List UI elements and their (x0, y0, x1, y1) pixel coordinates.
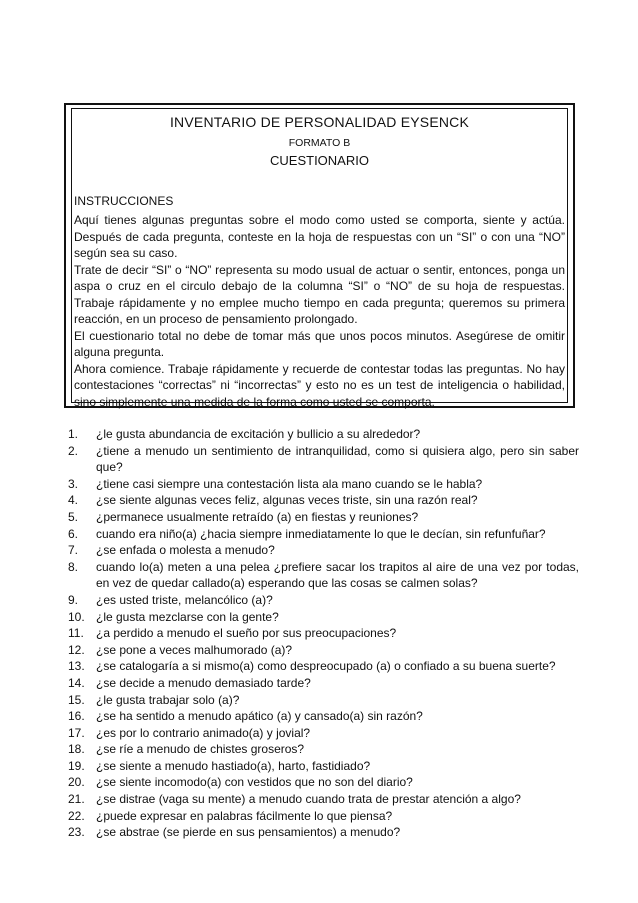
instructions-heading: INSTRUCCIONES (74, 194, 174, 208)
question-text: ¿tiene a menudo un sentimiento de intranquilidad, como si quisiera algo, pero sin saber que? (96, 443, 579, 475)
question-number: 11. (68, 626, 84, 641)
question-number: 10. (68, 609, 85, 624)
question-number: 9. (68, 592, 79, 607)
question-item (68, 791, 579, 808)
question-text: cuando lo(a) meten a una pelea ¿prefiere sacar los trapitos al aire de una vez por todas, en vez de quedar callado(a) esperando que las cosas se calmen solas? (96, 559, 579, 591)
question-item (68, 542, 579, 559)
question-text: ¿se ha sentido a menudo apático (a) y cansado(a) sin razón? (96, 709, 423, 724)
question-text: ¿a perdido a menudo el sueño por sus preocupaciones? (96, 626, 397, 641)
question-item (68, 476, 579, 493)
instructions-box-inner (71, 108, 568, 409)
instructions-body (74, 212, 565, 410)
question-number: 19. (68, 758, 85, 773)
question-number: 17. (68, 725, 85, 740)
question-item (68, 658, 579, 675)
question-item (68, 725, 579, 742)
question-number: 12. (68, 642, 85, 657)
question-text: ¿se siente a menudo hastiado(a), harto, fastidiado? (96, 758, 371, 773)
question-text: ¿se enfada o molesta a menudo? (96, 543, 275, 558)
question-text: ¿le gusta trabajar solo (a)? (96, 692, 240, 707)
question-text: ¿se ríe a menudo de chistes groseros? (96, 742, 305, 757)
question-item (68, 708, 579, 725)
question-item (68, 559, 579, 592)
question-list (68, 426, 579, 841)
instructions-paragraph: Ahora comience. Trabaje rápidamente y recuerde de contestar todas las preguntas. No hay contestaciones “correctas” ni “incorrectas” y esto no es un test de inteligencia o habilidad, sino simplemente una medida de la forma como usted se comporta. (74, 361, 565, 409)
format-label: FORMATO B (288, 137, 351, 149)
question-text: ¿es usted triste, melancólico (a)? (96, 592, 273, 607)
question-item (68, 492, 579, 509)
question-item (68, 526, 579, 543)
question-text: ¿puede expresar en palabras fácilmente lo que piensa? (96, 808, 393, 823)
instructions-paragraph: Trate de decir “SI” o “NO” representa su modo usual de actuar o sentir, entonces, ponga un aspa o cruz en el circulo debajo de la columna “SI” o “NO” de su hoja de respuestas. Trabaje rápidamente y no emplee mucho tiempo en cada pregunta; queremos su primera reacción, en un proceso de pensamiento prolongado. (74, 262, 565, 326)
question-number: 23. (68, 825, 85, 840)
question-item (68, 426, 579, 443)
question-number: 22. (68, 808, 85, 823)
question-item (68, 808, 579, 825)
question-text: ¿se decide a menudo demasiado tarde? (96, 675, 311, 690)
question-number: 3. (68, 476, 79, 491)
instructions-paragraph: Aquí tienes algunas preguntas sobre el modo como usted se comporta, siente y actúa. Después de cada pregunta, conteste en la hoja de respuestas con un “SI” o con una “NO” según sea su caso. (74, 213, 565, 260)
question-number: 14. (68, 675, 85, 690)
question-number: 16. (68, 709, 85, 724)
question-number: 4. (68, 493, 79, 508)
instructions-box (64, 103, 575, 408)
question-item (68, 509, 579, 526)
question-item (68, 675, 579, 692)
question-text: ¿se abstrae (se pierde en sus pensamientos) a menudo? (96, 825, 401, 840)
questionnaire-label: CUESTIONARIO (270, 153, 369, 168)
question-number: 20. (68, 775, 85, 790)
question-text: cuando era niño(a) ¿hacia siempre inmediatamente lo que le decían, sin refunfuñar? (96, 526, 546, 541)
question-number: 8. (68, 559, 79, 574)
question-item (68, 443, 579, 476)
question-item (68, 692, 579, 709)
question-item (68, 609, 579, 626)
question-item (68, 741, 579, 758)
question-item (68, 625, 579, 642)
question-number: 5. (68, 509, 79, 524)
question-item (68, 824, 579, 841)
document-title: INVENTARIO DE PERSONALIDAD EYSENCK (169, 114, 470, 130)
question-text: ¿se distrae (vaga su mente) a menudo cuando trata de prestar atención a algo? (96, 792, 521, 807)
question-number: 13. (68, 659, 85, 674)
question-item (68, 774, 579, 791)
question-text: ¿se pone a veces malhumorado (a)? (96, 642, 293, 657)
question-item (68, 642, 579, 659)
question-text: ¿se siente algunas veces feliz, algunas veces triste, sin una razón real? (96, 493, 478, 508)
question-number: 21. (68, 792, 85, 807)
question-text: ¿le gusta abundancia de excitación y bullicio a su alrededor? (96, 427, 421, 441)
question-text: ¿permanece usualmente retraído (a) en fiestas y reuniones? (96, 509, 419, 524)
question-number: 1. (68, 427, 79, 441)
instructions-paragraph: El cuestionario total no debe de tomar más que unos pocos minutos. Asegúrese de omitir alguna pregunta. (74, 328, 565, 359)
question-number: 6. (68, 526, 79, 541)
question-text: ¿se siente incomodo(a) con vestidos que no son del diario? (96, 775, 413, 790)
question-text: ¿se catalogaría a si mismo(a) como despreocupado (a) o confiado a su buena suerte? (96, 659, 556, 674)
question-number: 7. (68, 543, 79, 558)
question-item (68, 592, 579, 609)
question-text: ¿le gusta mezclarse con la gente? (96, 609, 279, 624)
question-item (68, 758, 579, 775)
question-text: ¿es por lo contrario animado(a) y jovial? (96, 725, 311, 740)
question-text: ¿tiene casi siempre una contestación lista ala mano cuando se le habla? (96, 476, 483, 491)
question-number: 2. (68, 443, 79, 458)
question-number: 15. (68, 692, 85, 707)
question-number: 18. (68, 742, 85, 757)
